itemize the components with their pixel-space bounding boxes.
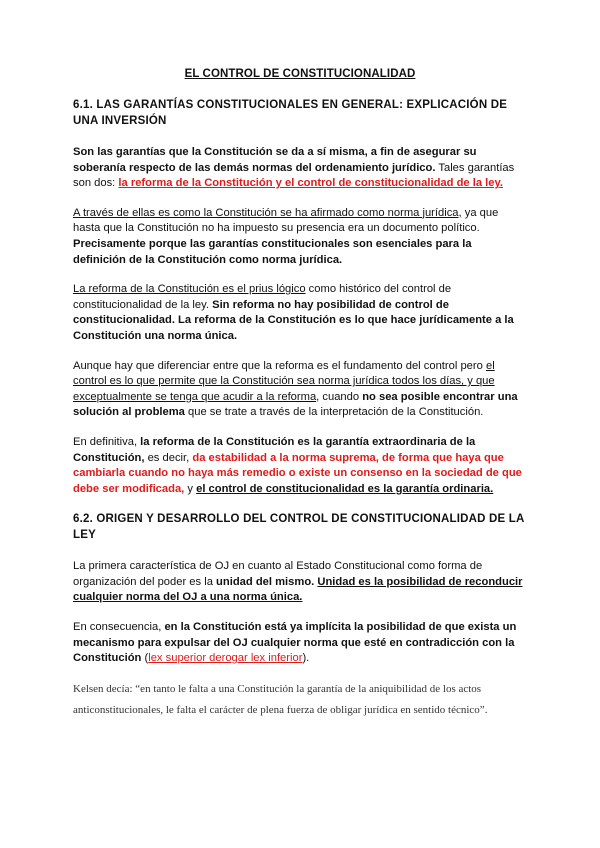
p7-bold: en la Constitución está ya implícita la posibilidad de que exista un mecanismo para expulsar del OJ cualquier norma que esté en contradicción con la Constitución xyxy=(73,621,517,665)
p4-normal-2: , cuando xyxy=(316,390,363,403)
p7-normal-3: ). xyxy=(302,652,310,665)
p5-bold-underlined: el control de constitucionalidad es la garantía ordinaria. xyxy=(196,482,494,495)
p6-bold-underlined: Unidad es la posibilidad de reconducir cualquier norma del OJ a una norma única. xyxy=(73,575,523,604)
paragraph-4 xyxy=(73,359,527,421)
p1-normal: Tales garantías son dos: xyxy=(73,161,515,190)
p2-normal: ya que hasta que la Constitución no ha impuesto su presencia era un documento político. xyxy=(73,206,499,235)
document-page xyxy=(73,68,527,735)
p5-bold: la reforma de la Constitución es la garantía extraordinaria de la Constitución, xyxy=(73,435,476,464)
paragraph-1 xyxy=(73,145,527,192)
p4-underlined: el control es lo que permite que la Constitución sea norma jurídica todos los días, y que exceptualmente se tenga que acudir a la reforma xyxy=(73,359,495,403)
paragraph-2 xyxy=(73,206,527,268)
p5-normal-3: y xyxy=(184,482,197,495)
paragraph-5 xyxy=(73,435,527,497)
p5-red-bold: da estabilidad a la norma suprema, de forma que haya que cambiarla cuando no haya más remedio o existe un consenso en la sociedad de que debe ser modificada, xyxy=(73,451,522,495)
kelsen-quote: Kelsen decía: “en tanto le falta a una Constitución la garantía de la aniquibilidad de los actos anticonstitucionales, le falta el carácter de plena fuerza de obligar jurídica en sentido técnico”. xyxy=(73,682,488,716)
p6-normal-1: La primera característica de OJ en cuanto al Estado Constitucional como forma de organización del poder es la xyxy=(73,560,483,588)
p5-normal-2: es decir, xyxy=(144,451,193,464)
p4-normal-1: Aunque hay que diferenciar entre que la reforma es el fundamento del control pero xyxy=(73,359,486,372)
p7-red-underlined: lex superior derogar lex inferior xyxy=(148,652,303,665)
p5-normal-1: En definitiva, xyxy=(73,435,141,448)
p4-normal-3: que se trate a través de la interpretación de la Constitución. xyxy=(184,406,484,419)
p1-red-highlight: la reforma de la Constitución y el control de constitucionalidad de la ley. xyxy=(118,177,504,190)
p3-normal: como histórico del control de constitucionalidad de la ley. xyxy=(73,283,452,311)
p1-bold: Son las garantías que la Constitución se da a sí misma, a fin de asegurar su soberanía respecto de las demás normas del ordenamiento jurídico. xyxy=(73,146,477,174)
section-1-heading: 6.1. LAS GARANTÍAS CONSTITUCIONALES EN GENERAL: EXPLICACIÓN DE UNA INVERSIÓN xyxy=(73,99,508,127)
p7-normal-2: ( xyxy=(141,652,149,665)
p3-bold: Sin reforma no hay posibilidad de control de constitucionalidad. La reforma de la Constitución es lo que hace jurídicamente a la Constitución una norma única. xyxy=(73,298,514,342)
p2-underlined: A través de ellas es como la Constitución se ha afirmado como norma jurídica, xyxy=(73,206,462,219)
p3-underlined: La reforma de la Constitución es el prius lógico xyxy=(73,283,306,296)
paragraph-6 xyxy=(73,559,527,606)
paragraph-3 xyxy=(73,282,527,344)
p4-bold: no sea posible encontrar una solución al problema xyxy=(73,390,518,419)
document-title: EL CONTROL DE CONSTITUCIONALIDAD xyxy=(184,68,416,80)
p6-bold: unidad del mismo. xyxy=(216,575,315,588)
p7-normal-1: En consecuencia, xyxy=(73,621,165,634)
section-2-heading: 6.2. ORIGEN Y DESARROLLO DEL CONTROL DE CONSTITUCIONALIDAD DE LA LEY xyxy=(73,513,525,542)
paragraph-7 xyxy=(73,620,527,667)
p2-bold: Precisamente porque las garantías constitucionales son esenciales para la definición de la Constitución como norma jurídica. xyxy=(73,237,472,266)
